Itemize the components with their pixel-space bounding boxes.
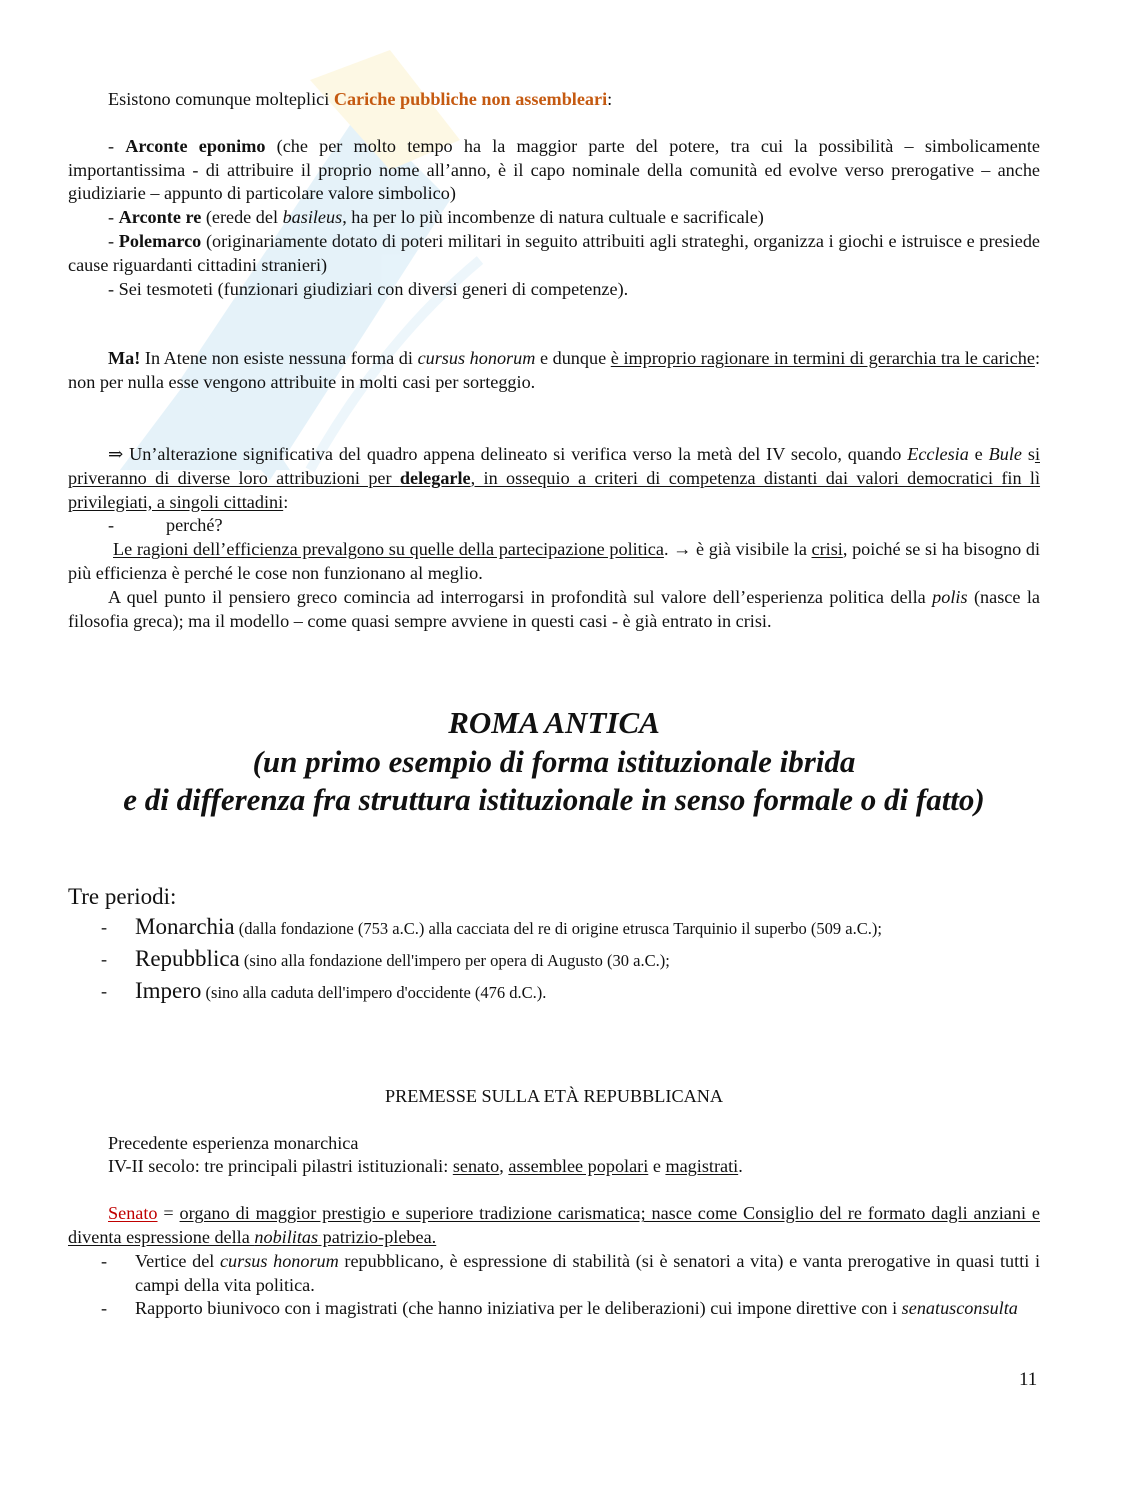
dash: - — [101, 948, 108, 969]
roma-antica-title — [68, 704, 1040, 820]
senato-list-item — [68, 1250, 1040, 1298]
period-desc: (sino alla fondazione dell'impero per opera di Augusto (30 a.C.); — [239, 950, 670, 970]
cursus-honorum-term: cursus honorum — [219, 1250, 339, 1271]
senato-paragraph — [68, 1202, 1040, 1250]
arconte-eponimo-term: Arconte eponimo — [125, 135, 266, 156]
ragioni-paragraph — [68, 538, 1040, 586]
dash: - — [108, 135, 126, 156]
period-name: Repubblica — [135, 945, 240, 971]
implies-arrow-icon: ⇒ — [108, 443, 124, 464]
alterazione-underline: i priveranno di diverse loro attribuzioni per — [68, 443, 1040, 488]
senato-list — [68, 1250, 1040, 1321]
arconte-re-text: (erede del — [201, 207, 283, 228]
ma-paragraph — [68, 347, 1040, 395]
pilastri-line — [68, 1155, 1040, 1179]
senato-list-item — [68, 1297, 1040, 1321]
ecclesia-term: Ecclesia — [907, 443, 969, 464]
pensiero-paragraph — [68, 586, 1040, 634]
senato-definition: organo di maggior prestigio e superiore tradizione carismatica; nasce come Consiglio del re formato dagli anziani e diventa espressione della — [68, 1203, 1040, 1248]
perche-item — [68, 514, 1040, 538]
senatusconsulta-term: senatusconsulta — [901, 1298, 1018, 1319]
senato-underline: senato — [452, 1156, 500, 1177]
polemarco-item — [68, 230, 1040, 278]
bule-term: Bule — [988, 443, 1022, 464]
arconte-eponimo-item — [68, 135, 1040, 206]
dash: - — [108, 230, 119, 251]
list-text-2: repubblicano, è espressione di stabilità (si è senatori a vita) e vanta prerogative in quasi tutti i campi della vita politica. — [135, 1250, 1040, 1295]
document-page — [68, 88, 1040, 1321]
separator: e — [648, 1156, 666, 1177]
basileus-term: basileus — [282, 207, 343, 228]
period-name: Impero — [135, 977, 202, 1003]
alterazione-colon: : — [283, 491, 289, 512]
dash: - — [101, 916, 108, 937]
precedente-line: Precedente esperienza monarchica — [108, 1132, 359, 1153]
title-line-3: e di differenza fra struttura istituzionale in senso formale o di fatto) — [123, 782, 985, 818]
polemarco-text: (originariamente dotato di poteri militari in seguito attribuiti agli strateghi, organizza i giochi e istruisce e presiede cause riguardanti cittadini stranieri) — [68, 230, 1040, 275]
period-mark: . — [738, 1156, 743, 1177]
arconte-eponimo-text: (che per molto tempo ha la maggior parte del potere, tra cui la possibilità – simbolicamente importantissima - di attribuire il proprio nome all’anno, è il capo nominale della comunità ed evolve verso prerogative – anche giudiziarie – appunto di particolare valore simbolico) — [68, 135, 1041, 204]
delegarle-bold: delegarle — [399, 467, 471, 488]
dash: - — [108, 515, 115, 536]
pensiero-text-2: (nasce la filosofia greca); ma il modello – come quasi sempre avviene in questi casi - è già entrato in crisi. — [68, 586, 1040, 631]
period-desc: (sino alla caduta dell'impero d'occidente (476 d.C.). — [201, 982, 547, 1002]
dash: - — [108, 207, 119, 228]
polemarco-term: Polemarco — [118, 230, 202, 251]
period-impero — [68, 976, 1040, 1008]
ragioni-underline: Le ragioni dell’efficienza prevalgono su quelle della partecipazione politica — [113, 539, 664, 560]
alterazione-underline-2: , in ossequio a criteri di competenza distanti dai valori democratici fin lì privilegiati, a singoli cittadini — [68, 467, 1041, 512]
ma-text: In Atene non esiste nessuna forma di — [140, 348, 418, 369]
pilastri-text: IV-II secolo: tre principali pilastri istituzionali: — [108, 1156, 453, 1177]
equals-sign: = — [157, 1203, 180, 1224]
arconte-re-item — [68, 206, 1040, 230]
crisi-underline: crisi — [811, 539, 843, 560]
pensiero-text: A quel punto il pensiero greco comincia ad interrogarsi in profondità sul valore dell’esperienza politica della — [108, 586, 933, 607]
alterazione-paragraph — [68, 443, 1040, 514]
alterazione-text-2: e — [968, 443, 989, 464]
intro-paragraph — [68, 88, 1040, 112]
dash: - — [101, 1250, 108, 1271]
periodi-heading: Tre periodi: — [68, 883, 177, 909]
page-number: 11 — [1019, 1369, 1038, 1390]
period-desc: (dalla fondazione (753 a.C.) alla cacciata del re di origine etrusca Tarquinio il superbo (509 a.C.); — [234, 918, 882, 938]
tesmoteti-item — [68, 278, 1040, 302]
ma-text-2: e dunque — [535, 348, 611, 369]
perche-text: perché? — [166, 515, 223, 536]
dash: - — [101, 980, 108, 1001]
periodi-list — [68, 912, 1040, 1008]
arconte-re-term: Arconte re — [118, 207, 202, 228]
ma-text-3: : non per nulla esse vengono attribuite in molti casi per sorteggio. — [68, 348, 1040, 393]
polis-term: polis — [932, 586, 968, 607]
arconte-re-text-end: , ha per lo più incombenze di natura cultuale e sacrificale) — [342, 207, 764, 228]
tesmoteti-text: - Sei tesmoteti (funzionari giudiziari con diversi generi di competenze). — [108, 278, 629, 299]
nobilitas-term: nobilitas — [254, 1227, 319, 1248]
intro-colon: : — [607, 89, 613, 109]
title-line-1: ROMA ANTICA — [448, 705, 660, 741]
intro-text: Esistono comunque molteplici — [108, 89, 334, 109]
period-name: Monarchia — [135, 913, 235, 939]
senato-definition-end: patrizio-plebea. — [318, 1227, 437, 1248]
assemblee-underline: assemblee popolari — [508, 1156, 649, 1177]
title-line-2: (un primo esempio di forma istituzionale ibrida — [252, 743, 856, 779]
senato-label: Senato — [108, 1203, 158, 1224]
ma-bold: Ma! — [108, 348, 141, 369]
period-monarchia — [68, 912, 1040, 944]
dash: - — [101, 1298, 108, 1319]
alterazione-text-3: s — [1021, 443, 1035, 464]
cariche-highlight: Cariche pubbliche non assembleari — [333, 89, 608, 109]
cursus-honorum-term: cursus honorum — [417, 348, 536, 369]
list-text: Rapporto biunivoco con i magistrati (che hanno iniziativa per le deliberazioni) cui impone direttive con i — [135, 1298, 902, 1319]
ragioni-text: . → è già visibile la — [663, 539, 812, 560]
ma-underline: è improprio ragionare in termini di gerarchia tra le cariche — [610, 348, 1035, 369]
list-text: Vertice del — [135, 1250, 220, 1271]
separator: , — [499, 1156, 509, 1177]
alterazione-text: Un’alterazione significativa del quadro appena delineato si verifica verso la metà del IV secolo, quando — [123, 443, 908, 464]
magistrati-underline: magistrati — [665, 1156, 739, 1177]
ragioni-text-2: , poiché se si ha bisogno di più efficienza è perché le cose non funzionano al meglio. — [68, 539, 1040, 583]
premesse-heading: PREMESSE SULLA ETÀ REPUBBLICANA — [384, 1085, 724, 1106]
period-repubblica — [68, 944, 1040, 976]
